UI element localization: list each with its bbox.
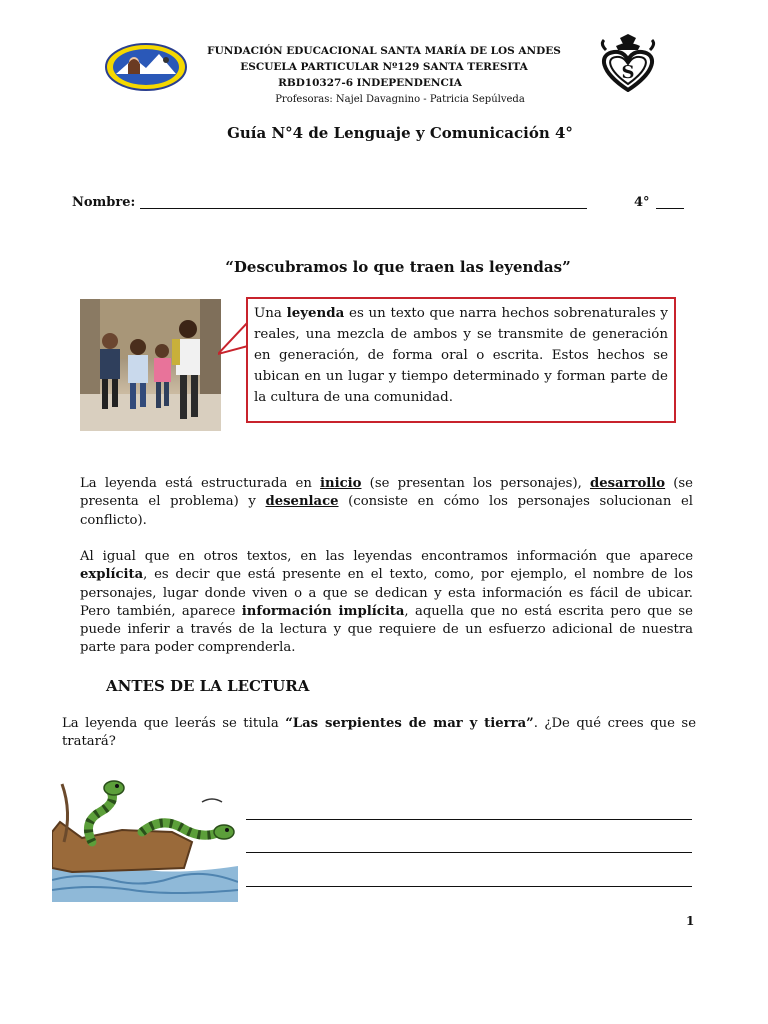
text-span: (consiste en cómo los personajes solucionan el conflicto). xyxy=(80,494,693,528)
page-title: Guía N°4 de Lenguaje y Comunicación 4° xyxy=(227,124,573,142)
answer-line[interactable] xyxy=(246,819,692,820)
snakes-illustration xyxy=(52,772,238,902)
term-desenlace: desenlace xyxy=(265,494,339,510)
name-label: Nombre: xyxy=(72,195,136,210)
teachers-line: Profesoras: Najel Davagnino - Patricia Sepúlveda xyxy=(275,94,525,105)
text-span: , es decir que está presente en el texto, como, por ejemplo, el nombre de los personajes, lugar donde viven o a que se dedican y esta información es fácil de ubicar. Pero también, aparece xyxy=(80,567,693,619)
definition-text: es un texto que narra hechos sobrenaturales y reales, una mezcla de ambos y se transmite de generación en generación, de forma oral o escrita. Estos hechos se ubican en un lugar y tiempo determinado y forman parte de la cultura de una comunidad. xyxy=(254,306,668,405)
prediction-question xyxy=(62,715,696,752)
text-span: La leyenda que leerás se titula xyxy=(62,716,286,731)
children-running-image xyxy=(80,299,221,431)
term-inicio: inicio xyxy=(320,476,362,491)
definition-pre: Una xyxy=(254,306,287,321)
page-number: 1 xyxy=(686,914,695,928)
text-span: , aquella que no está escrita pero que se puede inferir a través de la lectura y que requiere de un esfuerzo adicional de nuestra parte para poder comprenderla. xyxy=(80,603,693,656)
text-span: . ¿De qué crees que se tratará? xyxy=(62,716,697,750)
foundation-name: FUNDACIÓN EDUCACIONAL SANTA MARÍA DE LOS ANDES xyxy=(207,45,561,57)
section-title: ANTES DE LA LECTURA xyxy=(106,677,310,695)
term-desarrollo: desarrollo xyxy=(589,476,666,491)
term-explicita: explícita xyxy=(80,567,144,583)
speech-pointer-icon xyxy=(218,322,248,358)
answer-line[interactable] xyxy=(246,886,692,887)
text-span: (se presentan los personajes), xyxy=(361,476,590,491)
text-span: La leyenda está estructurada en xyxy=(80,476,321,491)
term-implicita: información implícita xyxy=(241,603,405,619)
svg-text:S: S xyxy=(621,62,635,83)
text-span: Al igual que en otros textos, en las leyendas encontramos información que aparece xyxy=(80,549,693,564)
legend-title: “Las serpientes de mar y tierra” xyxy=(285,716,534,731)
structure-paragraph xyxy=(80,475,693,530)
school-name: ESCUELA PARTICULAR Nº129 SANTA TERESITA xyxy=(240,61,528,73)
school-rbd: RBD10327-6 INDEPENDENCIA xyxy=(278,77,462,89)
worksheet-subtitle: “Descubramos lo que traen las leyendas” xyxy=(225,258,571,276)
grade-label: 4° xyxy=(634,195,650,210)
name-field[interactable] xyxy=(140,208,587,209)
definition-box xyxy=(246,297,676,423)
answer-line[interactable] xyxy=(246,852,692,853)
text-span: (se presenta el problema) y xyxy=(80,476,693,510)
grade-field[interactable] xyxy=(656,208,684,209)
definition-term: leyenda xyxy=(286,305,345,321)
information-paragraph xyxy=(80,548,693,658)
